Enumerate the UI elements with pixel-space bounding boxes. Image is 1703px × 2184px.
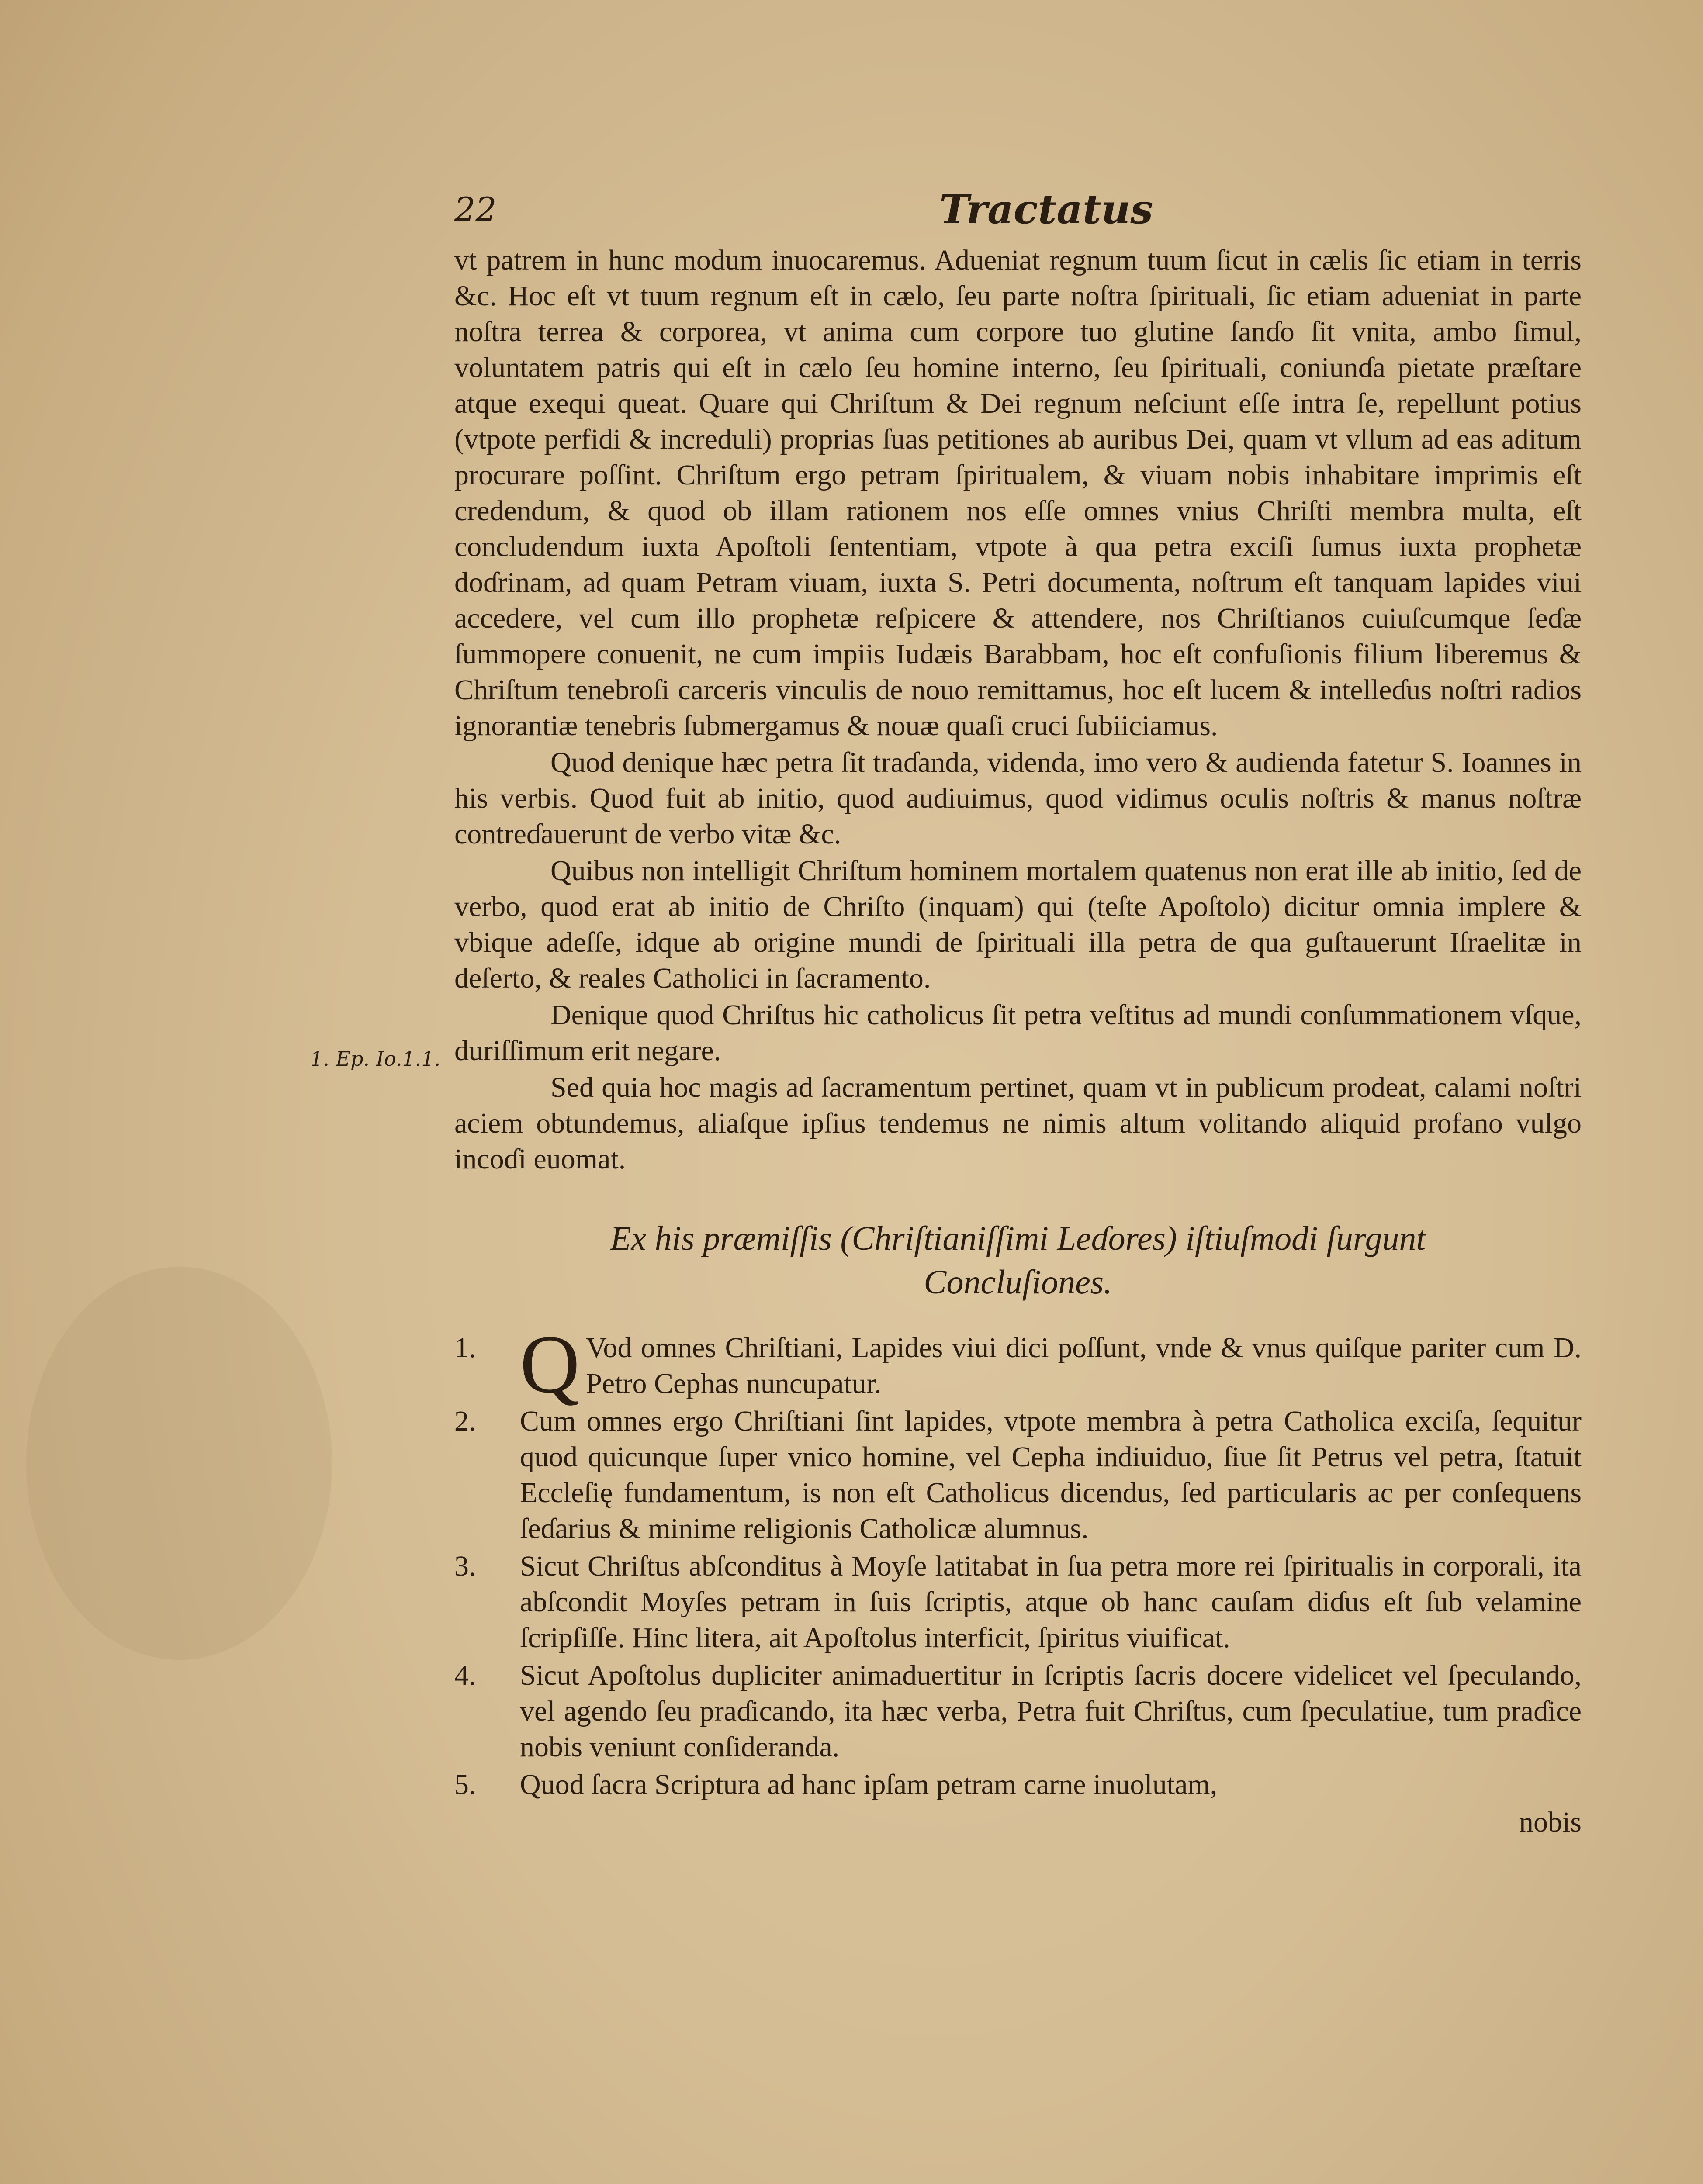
paragraph: vt patrem in hunc modum inuocaremus. Adueniat regnum tuum ſicut in cælis ſic etiam in terris &c. Hoc eſt vt tuum regnum eſt in cælo, ſeu parte noſtra ſpirituali, ſic etiam adueniat in parte noſtra terrea & corporea, vt anima cum corpore tuo glutine ſanɗo ſit vnita, ambo ſimul, voluntatem patris qui eſt in cælo ſeu homine interno, ſeu ſpirituali, coniunɗa pietate præſtare atque exequi queat. Quare qui Chriſtum & Dei regnum neſciunt eſſe intra ſe, repellunt potius (vtpote perfidi & increduli) proprias ſuas petitiones ab auribus Dei, quam vt vllum ad eas aditum procurare poſſint. Chriſtum ergo petram ſpiritualem, & viuam nobis inhabitare imprimis eſt credendum, & quod ob illam rationem nos eſſe omnes vnius Chriſti membra multa, eſt concludendum iuxta Apoſtoli ſententiam, vtpote à qua petra exciſi ſumus iuxta prophetæ doɗrinam, ad quam Petram viuam, iuxta S. Petri documenta, noſtrum eſt tanquam lapides viui accedere, vel cum illo prophetæ reſpicere & attendere, nos Chriſtianos cuiuſcumque ſeɗæ ſummopere conuenit, ne cum impiis Iudæis Barabbam, hoc eſt confuſionis filium liberemus & Chriſtum tenebroſi carceris vinculis de nouo remittamus, hoc eſt lucem & intelleɗus noſtri radios ignorantiæ tenebris ſubmergamus & nouæ quaſi cruci ſubiiciamus. [454, 244, 1582, 742]
page-header [454, 181, 1577, 234]
conclusion-text: Sicut Chriſtus abſconditus à Moyſe latitabat in ſua petra more rei ſpiritualis in corporali, ita abſcondit Moyſes petram in ſuis ſcriptis, atque ob hanc cauſam diɗus eſt ſub velamine ſcripſiſſe. Hinc litera, ait Apoſtolus interficit, ſpiritus viuificat. [520, 1550, 1582, 1654]
section-heading-line: Ex his præmiſſis (Chriſtianiſſimi Leɗores) iſtiuſmodi ſurgunt [610, 1219, 1426, 1257]
conclusion-text: Cum omnes ergo Chriſtiani ſint lapides, vtpote membra à petra Catholica exciſa, ſequitur quod quicunque ſuper vnico homine, vel Cepha indiuiduo, ſiue ſit Petrus vel petra, ſtatuit Eccleſię fundamentum, is non eſt Catholicus dicendus, ſed particularis ac per conſequens ſeɗarius & minime religionis Catholicæ alumnus. [520, 1405, 1582, 1545]
section-heading [454, 1216, 1582, 1304]
conclusion-item [454, 1403, 1582, 1547]
page-number: 22 [454, 190, 497, 229]
paragraph: Quibus non intelligit Chriſtum hominem mortalem quatenus non erat ille ab initio, ſed de verbo, quod erat ab initio de Chriſto (inquam) qui (teſte Apoſtolo) dicitur omnia implere & vbique adeſſe, idque ab origine mundi de ſpirituali illa petra de qua guſtauerunt Iſraelitæ in deſerto, & reales Catholici in ſacramento. [454, 855, 1582, 994]
paragraph: Denique quod Chriſtus hic catholicus ſit petra veſtitus ad mundi conſummationem vſque, duriſſimum erit negare. [454, 999, 1582, 1067]
conclusion-item [454, 1658, 1582, 1765]
catchword: nobis [1519, 1806, 1582, 1838]
conclusion-text: Vod omnes Chriſtiani, Lapides viui dici poſſunt, vnde & vnus quiſque pariter cum D. Petro Cephas nuncupatur. [586, 1332, 1582, 1400]
conclusion-item [454, 1319, 1582, 1410]
running-title: Tractatus [939, 186, 1153, 233]
dropcap: Q [520, 1319, 580, 1410]
margin-note: 1. Ep. Io.1.1. [310, 1047, 441, 1071]
conclusion-number: 3. [454, 1550, 476, 1582]
page-stain [26, 1267, 332, 1660]
paragraph: Quod denique hæc petra ſit traɗanda, videnda, imo vero & audienda fatetur S. Ioannes in his verbis. Quod fuit ab initio, quod audiuimus, quod vidimus oculis noſtris & manus noſtræ contreɗauerunt de verbo vitæ &c. [454, 746, 1582, 850]
conclusion-text: Quod ſacra Scriptura ad hanc ipſam petram carne inuolutam, [520, 1769, 1218, 1800]
main-text [454, 242, 1582, 1840]
conclusion-item [454, 1767, 1582, 1803]
section-heading-line: Concluſiones. [924, 1263, 1112, 1301]
conclusion-number: 1. [454, 1332, 476, 1364]
conclusion-number: 5. [454, 1769, 476, 1800]
conclusion-item [454, 1548, 1582, 1656]
conclusion-number: 4. [454, 1659, 476, 1691]
conclusion-text: Sicut Apoſtolus dupliciter animaduertitur in ſcriptis ſacris docere videlicet vel ſpeculando, vel agendo ſeu praɗicando, ita hæc verba, Petra fuit Chriſtus, cum ſpeculatiue, tum praɗice nobis veniunt conſideranda. [520, 1659, 1582, 1763]
paragraph: Sed quia hoc magis ad ſacramentum pertinet, quam vt in publicum prodeat, calami noſtri aciem obtundemus, aliaſque ipſius tendemus ne nimis altum volitando aliquid profano vulgo incoɗi euomat. [454, 1071, 1582, 1175]
conclusion-text-wrap [520, 1319, 1582, 1410]
conclusion-number: 2. [454, 1405, 476, 1437]
